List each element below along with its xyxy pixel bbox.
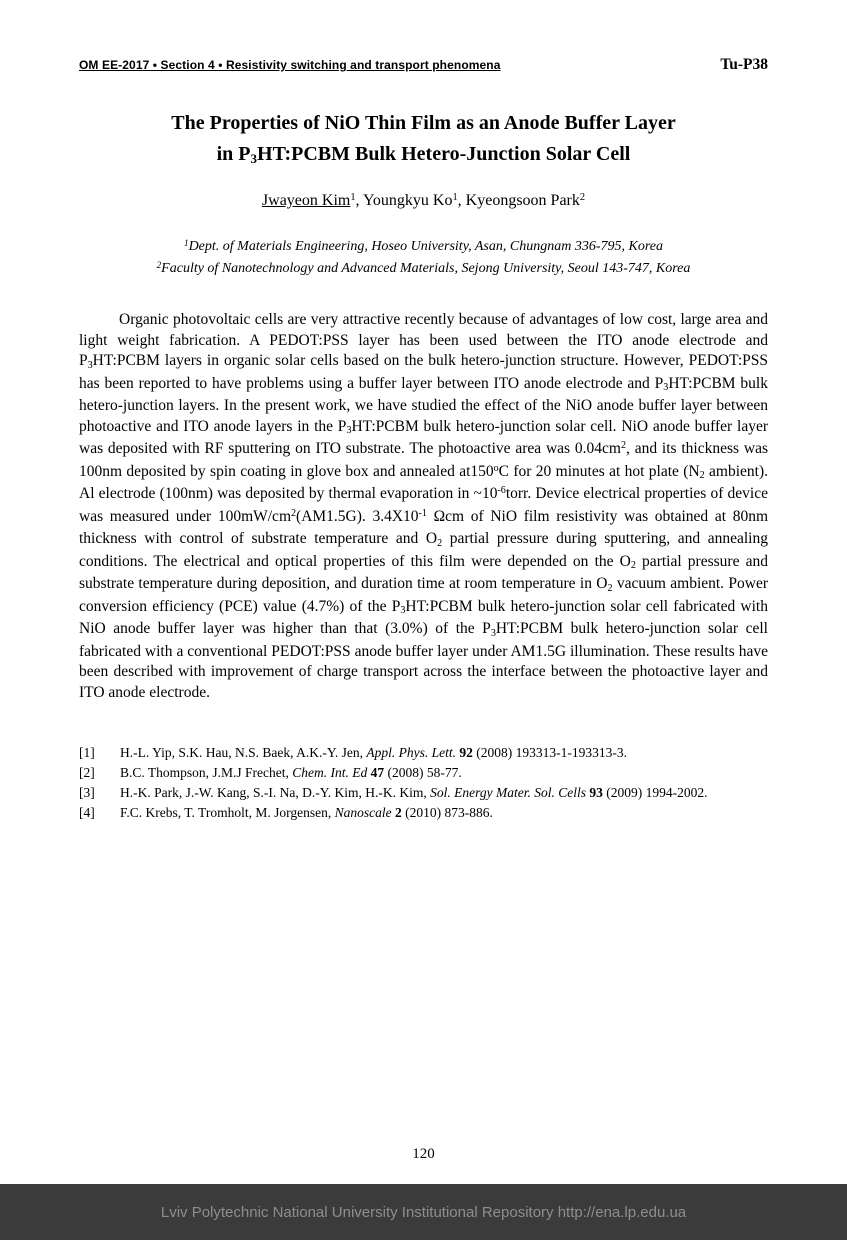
reference-item [79, 783, 768, 803]
reference-text: F.C. Krebs, T. Tromholt, M. Jorgensen, Nanoscale 2 (2010) 873-886. [120, 805, 493, 820]
reference-label: [2] [79, 765, 95, 780]
page-header [79, 56, 768, 74]
paper-title: The Properties of NiO Thin Film as an Anode Buffer Layer in $P_3HT:PCBM$ Bulk Hetero-Junction Solar Cell [171, 112, 676, 167]
reference-text: B.C. Thompson, J.M.J Frechet, Chem. Int. Ed 47 (2008) 58-77. [120, 765, 462, 780]
reference-text: H.-K. Park, J.-W. Kang, S.-I. Na, D.-Y. Kim, H.-K. Kim, Sol. Energy Mater. Sol. Cells 93 (2009) 1994-2002. [120, 785, 708, 800]
reference-label: [1] [79, 745, 95, 760]
reference-label: [3] [79, 785, 95, 800]
reference-text: H.-L. Yip, S.K. Hau, N.S. Baek, A.K.-Y. Jen, Appl. Phys. Lett. 92 (2008) 193313-1-193313-3. [120, 745, 627, 760]
footer-bar [0, 1184, 847, 1240]
author-line: Jwayeon Kim$^1$, Youngkyu Ko$^1$, Kyeongsoon Park$^2$ [261, 192, 586, 209]
paper-code: Tu-P38 [720, 56, 768, 73]
reference-item [79, 763, 768, 783]
reference-list [79, 743, 768, 823]
repository-footer-text: Lviv Polytechnic National University Institutional Repository http://ena.lp.edu.ua [160, 1203, 687, 1221]
affiliation-line-1: $^1$Dept. of Materials Engineering, Hoseo University, Asan, Chungnam 336-795, Korea [184, 237, 663, 254]
affiliation-list [79, 236, 768, 280]
reference-item [79, 743, 768, 763]
page-number: 120 [412, 1146, 435, 1162]
affiliation-line-2: $^2$Faculty of Nanotechnology and Advanced Materials, Sejong University, Seoul 143-747, Korea [156, 259, 691, 276]
reference-label: [4] [79, 805, 95, 820]
reference-item [79, 803, 768, 823]
abstract-paragraph: Organic photovoltaic cells are very attractive recently because of advantages of low cost, large area and light weight fabrication. A PEDOT:PSS layer has been used between the ITO anode electrode and $P_3HT:PCBM$ layers in organic solar cells based on the bulk hetero-junction structure. However, PEDOT:PSS has been reported to have problems using a buffer layer between ITO anode electrode and $P_3HT:PCBM$ bulk hetero-junction layers. In the present work, we have studied the effect of the NiO anode buffer layer between photoactive and ITO anode layers in the $P_3HT:PCBM$ bulk hetero-junction solar cell. NiO anode buffer layer was deposited with RF sputtering on ITO substrate. The photoactive area was $0.04cm^2$, and its thickness was 100nm deposited by spin coating in glove box and annealed at150$^o$C for 20 minutes at hot plate ($N_2$ ambient). Al electrode (100nm) was deposited by thermal evaporation in $\sim 10^{-6}torr$. Device electrical properties of device was measured under $100mW/cm^2(AM1.5G)$. $3.4X10^{-1}$ Ωcm of NiO film resistivity was obtained at 80nm thickness with control of substrate temperature and $O_2$ partial pressure during sputtering, and annealing conditions. The electrical and optical properties of this film were depended on the $O_2$ partial pressure and substrate temperature during deposition, and duration time at room temperature in $O_2$ vacuum ambient. Power conversion efficiency (PCE) value (4.7%) of the $P_3HT:PCBM$ bulk hetero-junction solar cell fabricated with NiO anode buffer layer was higher than that (3.0%) of the $P_3HT:PCBM$ bulk hetero-junction solar cell fabricated with a conventional PEDOT:PSS anode buffer layer under AM1.5G illumination. These results have been described with improvement of charge transport across the interface between the photoactive layer and ITO anode electrode. [79, 311, 769, 701]
conference-section-header: OM EE-2017 • Section 4 • Resistivity switching and transport phenomena [79, 58, 501, 72]
